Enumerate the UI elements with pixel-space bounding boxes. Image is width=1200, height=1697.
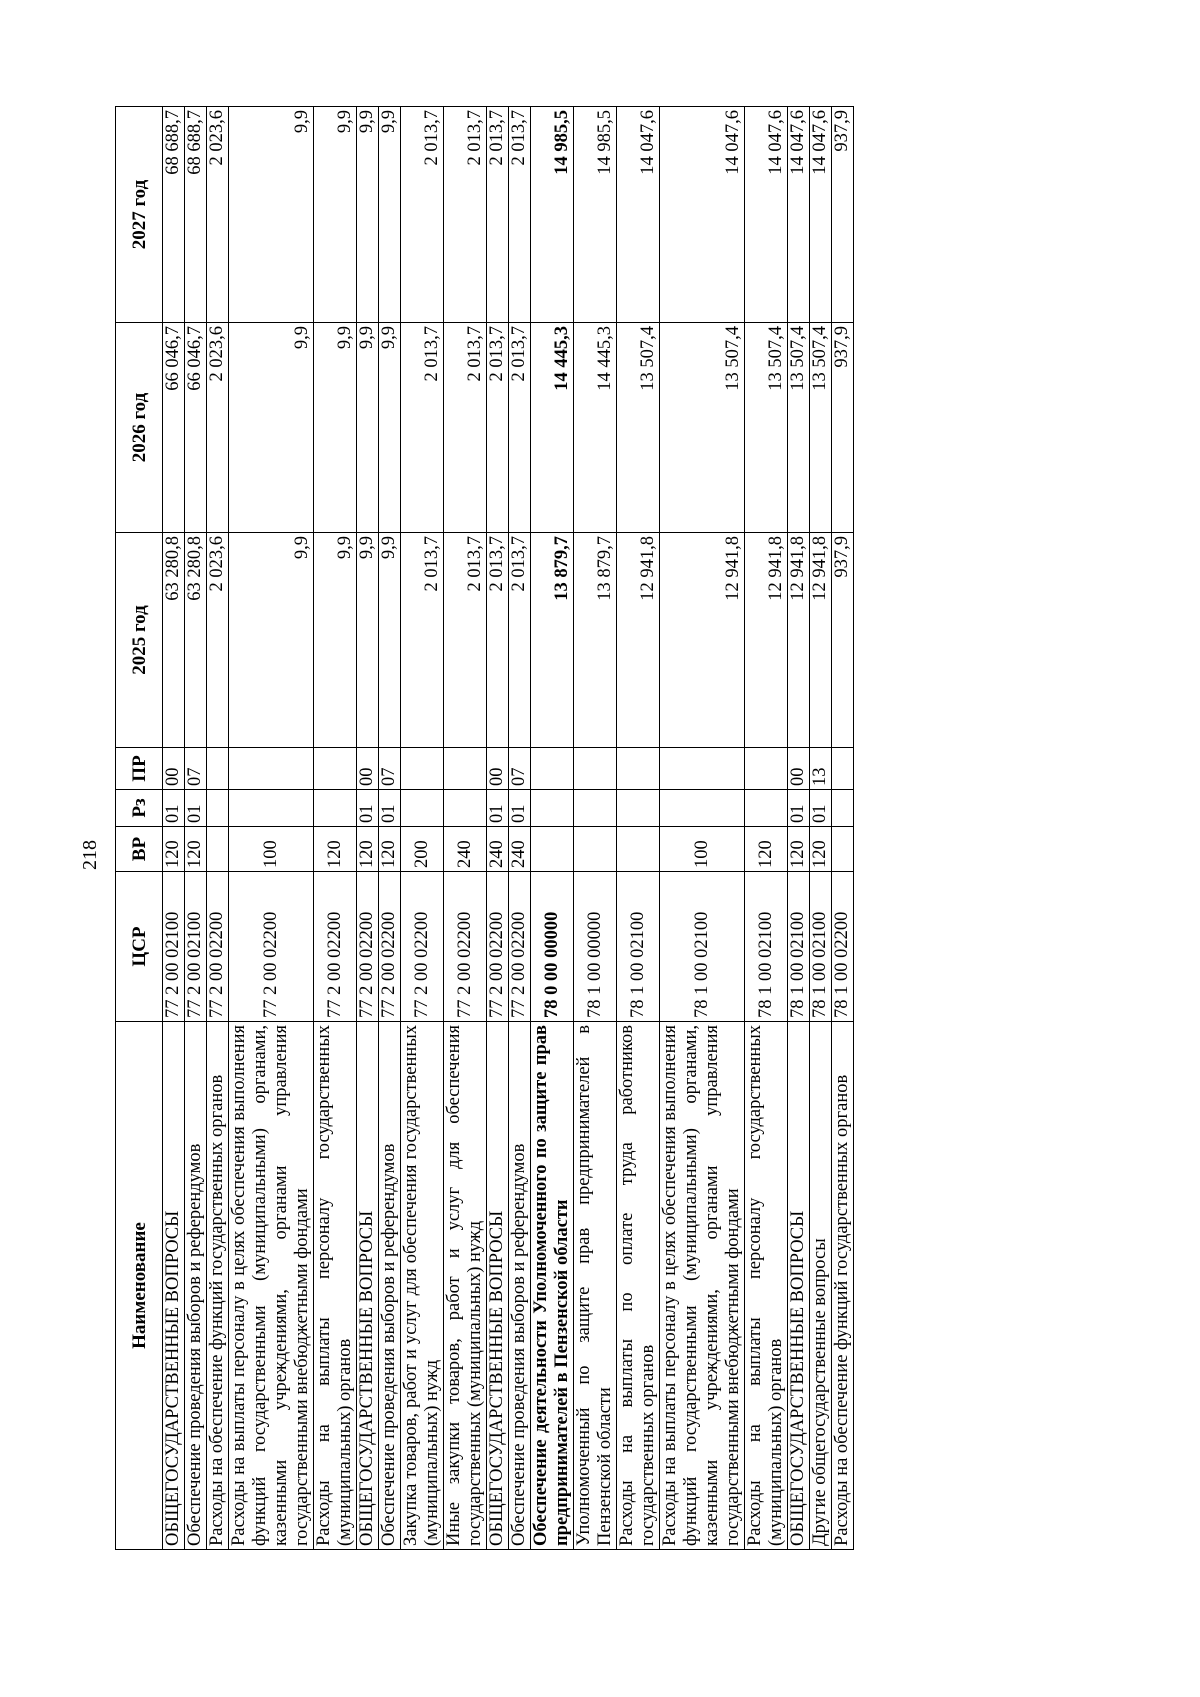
cell-2027: 14 985,5 [574,107,617,323]
cell-csr: 77 2 00 02200 [401,872,444,1022]
table-row [401,107,444,1550]
cell-name: Закупка товаров, работ и услуг для обеспечения государственных (муниципальных) нужд [401,1022,444,1550]
table-row [788,107,810,1550]
cell-rz [444,790,487,827]
cell-csr: 78 0 00 00000 [531,872,574,1022]
table-row [509,107,531,1550]
cell-name: Обеспечение деятельности Уполномоченного по защите прав предпринимателей в Пензенской области [531,1022,574,1550]
cell-vr [832,827,854,872]
table-row [832,107,854,1550]
table-row [207,107,229,1550]
table-row [185,107,207,1550]
cell-2027: 14 047,6 [660,107,745,323]
cell-rz: 01 [509,790,531,827]
cell-rz [832,790,854,827]
cell-2025: 63 280,8 [163,533,185,748]
cell-2027: 9,9 [379,107,401,323]
cell-2025: 9,9 [379,533,401,748]
cell-2025: 2 013,7 [401,533,444,748]
cell-2025: 2 013,7 [509,533,531,748]
cell-csr: 78 1 00 02100 [788,872,810,1022]
cell-csr: 77 2 00 02200 [487,872,509,1022]
cell-2027: 2 013,7 [509,107,531,323]
cell-pr: 00 [788,748,810,790]
cell-rz [531,790,574,827]
cell-2025: 12 941,8 [788,533,810,748]
cell-2026: 13 507,4 [617,323,660,533]
cell-rz [401,790,444,827]
cell-pr [444,748,487,790]
cell-vr: 120 [379,827,401,872]
cell-2026: 937,9 [832,323,854,533]
cell-2027: 68 688,7 [185,107,207,323]
header-pr: ПР [116,748,163,790]
cell-rz: 01 [357,790,379,827]
table-row [163,107,185,1550]
cell-2025: 9,9 [229,533,314,748]
table-row [357,107,379,1550]
cell-rz [660,790,745,827]
cell-name: Расходы на выплаты персоналу в целях обеспечения выполнения функций государственными (муниципальными) органами, казенными учреждениями, органами управления государственными внебюджетными фондами [660,1022,745,1550]
cell-2026: 2 013,7 [487,323,509,533]
table-row [314,107,357,1550]
cell-name: Другие общегосударственные вопросы [810,1022,832,1550]
table-row [444,107,487,1550]
cell-csr: 77 2 00 02100 [185,872,207,1022]
cell-2025: 2 013,7 [487,533,509,748]
cell-2026: 2 013,7 [444,323,487,533]
rotated-page [115,5,1135,1550]
cell-name: ОБЩЕГОСУДАРСТВЕННЫЕ ВОПРОСЫ [357,1022,379,1550]
cell-rz [617,790,660,827]
header-name: Наименование [116,1022,163,1550]
cell-pr [574,748,617,790]
cell-vr: 120 [185,827,207,872]
cell-pr [660,748,745,790]
cell-csr: 77 2 00 02100 [163,872,185,1022]
budget-table [115,106,854,1550]
cell-vr: 240 [444,827,487,872]
cell-vr [617,827,660,872]
cell-name: Обеспечение проведения выборов и референдумов [509,1022,531,1550]
cell-vr: 120 [163,827,185,872]
cell-csr: 78 1 00 02200 [832,872,854,1022]
cell-2027: 14 047,6 [617,107,660,323]
table-row [810,107,832,1550]
cell-rz: 01 [379,790,401,827]
table-row [660,107,745,1550]
cell-vr: 120 [788,827,810,872]
cell-rz: 01 [163,790,185,827]
cell-2027: 2 013,7 [444,107,487,323]
cell-2027: 9,9 [357,107,379,323]
cell-2027: 14 047,6 [788,107,810,323]
cell-2025: 13 879,7 [531,533,574,748]
cell-pr [832,748,854,790]
table-row [531,107,574,1550]
cell-2025: 12 941,8 [745,533,788,748]
cell-2025: 9,9 [357,533,379,748]
cell-vr: 240 [487,827,509,872]
cell-2027: 9,9 [314,107,357,323]
cell-rz [745,790,788,827]
cell-2027: 14 047,6 [810,107,832,323]
cell-csr: 78 1 00 02100 [617,872,660,1022]
cell-vr: 120 [745,827,788,872]
table-row [487,107,509,1550]
cell-2026: 13 507,4 [745,323,788,533]
cell-vr: 200 [401,827,444,872]
cell-name: Расходы на выплаты по оплате труда работников государственных органов [617,1022,660,1550]
cell-name: ОБЩЕГОСУДАРСТВЕННЫЕ ВОПРОСЫ [163,1022,185,1550]
cell-vr [531,827,574,872]
cell-csr: 77 2 00 02200 [207,872,229,1022]
cell-2025: 937,9 [832,533,854,748]
cell-name: Расходы на обеспечение функций государственных органов [832,1022,854,1550]
cell-name: Расходы на выплаты персоналу государственных (муниципальных) органов [314,1022,357,1550]
cell-2027: 2 013,7 [401,107,444,323]
cell-2026: 13 507,4 [788,323,810,533]
cell-vr [207,827,229,872]
cell-name: Расходы на выплаты персоналу в целях обеспечения выполнения функций государственными (муниципальными) органами, казенными учреждениями, органами управления государственными внебюджетными фондами [229,1022,314,1550]
cell-2027: 2 023,6 [207,107,229,323]
cell-2027: 2 013,7 [487,107,509,323]
table-row [745,107,788,1550]
table-row [379,107,401,1550]
header-vr: ВР [116,827,163,872]
cell-rz: 01 [487,790,509,827]
cell-pr: 07 [379,748,401,790]
cell-csr: 77 2 00 02200 [357,872,379,1022]
cell-rz: 01 [788,790,810,827]
page-number: 218 [79,840,101,870]
cell-2027: 937,9 [832,107,854,323]
cell-name: ОБЩЕГОСУДАРСТВЕННЫЕ ВОПРОСЫ [487,1022,509,1550]
cell-2026: 2 013,7 [401,323,444,533]
table-row [229,107,314,1550]
cell-pr [229,748,314,790]
cell-pr: 00 [163,748,185,790]
cell-vr: 100 [229,827,314,872]
cell-2026: 14 445,3 [574,323,617,533]
cell-name: Расходы на выплаты персоналу государственных (муниципальных) органов [745,1022,788,1550]
header-2027: 2027 год [116,107,163,323]
cell-2025: 13 879,7 [574,533,617,748]
cell-csr: 78 1 00 02100 [810,872,832,1022]
cell-vr: 120 [810,827,832,872]
cell-2025: 63 280,8 [185,533,207,748]
cell-2025: 9,9 [314,533,357,748]
table-row [617,107,660,1550]
cell-pr [531,748,574,790]
cell-2026: 9,9 [314,323,357,533]
cell-name: Обеспечение проведения выборов и референдумов [379,1022,401,1550]
cell-name: Иные закупки товаров, работ и услуг для обеспечения государственных (муниципальных) нужд [444,1022,487,1550]
cell-2026: 2 013,7 [509,323,531,533]
cell-2027: 9,9 [229,107,314,323]
cell-pr: 07 [509,748,531,790]
cell-2027: 14 047,6 [745,107,788,323]
cell-rz [229,790,314,827]
cell-2025: 2 013,7 [444,533,487,748]
cell-csr: 78 1 00 02100 [660,872,745,1022]
cell-pr [745,748,788,790]
header-2026: 2026 год [116,323,163,533]
cell-name: Расходы на обеспечение функций государственных органов [207,1022,229,1550]
cell-2026: 14 445,3 [531,323,574,533]
cell-pr [617,748,660,790]
cell-2026: 13 507,4 [660,323,745,533]
cell-2025: 12 941,8 [810,533,832,748]
cell-rz: 01 [810,790,832,827]
cell-name: Уполномоченный по защите прав предпринимателей в Пензенской области [574,1022,617,1550]
cell-vr [574,827,617,872]
cell-pr [207,748,229,790]
cell-pr: 07 [185,748,207,790]
cell-2025: 12 941,8 [617,533,660,748]
cell-vr: 120 [357,827,379,872]
cell-2025: 2 023,6 [207,533,229,748]
cell-pr: 00 [487,748,509,790]
table-header [116,107,163,1550]
cell-pr [314,748,357,790]
cell-csr: 77 2 00 02200 [509,872,531,1022]
cell-2025: 12 941,8 [660,533,745,748]
cell-csr: 77 2 00 02200 [314,872,357,1022]
cell-2027: 68 688,7 [163,107,185,323]
cell-2026: 9,9 [357,323,379,533]
cell-2026: 66 046,7 [185,323,207,533]
cell-rz [314,790,357,827]
cell-name: Обеспечение проведения выборов и референдумов [185,1022,207,1550]
table-row [574,107,617,1550]
cell-pr: 00 [357,748,379,790]
cell-csr: 77 2 00 02200 [444,872,487,1022]
header-2025: 2025 год [116,533,163,748]
cell-name: ОБЩЕГОСУДАРСТВЕННЫЕ ВОПРОСЫ [788,1022,810,1550]
cell-2026: 13 507,4 [810,323,832,533]
cell-vr: 240 [509,827,531,872]
header-csr: ЦСР [116,872,163,1022]
cell-rz [574,790,617,827]
cell-rz: 01 [185,790,207,827]
cell-csr: 77 2 00 02200 [379,872,401,1022]
table-body [163,107,854,1550]
cell-2026: 2 023,6 [207,323,229,533]
cell-2026: 66 046,7 [163,323,185,533]
cell-2026: 9,9 [379,323,401,533]
cell-pr [401,748,444,790]
cell-2026: 9,9 [229,323,314,533]
cell-vr: 120 [314,827,357,872]
cell-csr: 78 1 00 02100 [745,872,788,1022]
cell-rz [207,790,229,827]
cell-csr: 77 2 00 02200 [229,872,314,1022]
cell-csr: 78 1 00 00000 [574,872,617,1022]
cell-vr: 100 [660,827,745,872]
header-rz: Рз [116,790,163,827]
cell-2027: 14 985,5 [531,107,574,323]
cell-pr: 13 [810,748,832,790]
